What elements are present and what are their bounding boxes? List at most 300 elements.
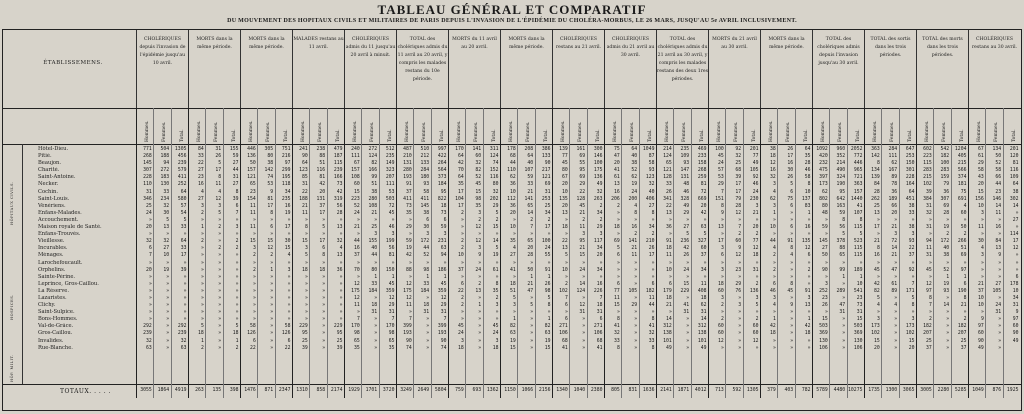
table-cell: 193 [403, 331, 412, 337]
table-cell: 154 [247, 196, 256, 202]
table-cell: 352 [836, 154, 846, 160]
table-cell: 399 [403, 324, 412, 330]
table-cell: 2 [963, 317, 967, 323]
table-cell: 6 [790, 225, 794, 231]
table-cell: 10 [163, 253, 170, 259]
table-cell: 102 [871, 331, 880, 337]
column-divider [379, 108, 380, 398]
table-cell: 11 [250, 210, 256, 216]
table-cell: 16 [804, 225, 811, 231]
table-cell: 28 [336, 210, 343, 216]
table-cell: 12 [475, 225, 482, 231]
table-cell: 146 [593, 154, 603, 160]
table-cell: 159 [940, 175, 950, 181]
table-cell: 36 [666, 225, 672, 231]
data-column [171, 146, 187, 384]
table-cell: 6 [443, 217, 447, 223]
table-cell: 20 [891, 210, 898, 216]
table-cell: 20 [146, 267, 152, 273]
column-sub-header-label: Hommes. [197, 120, 203, 142]
table-cell: » [894, 310, 898, 316]
total-cell: 2174 [330, 388, 343, 393]
table-cell: 8 [616, 317, 620, 323]
table-cell: 35 [458, 182, 464, 188]
table-cell: » [478, 338, 482, 344]
table-cell: » [200, 281, 204, 287]
table-cell: 5 [790, 182, 794, 188]
column-divider [396, 108, 397, 398]
column-sub-header-label: Total. [595, 129, 601, 142]
table-cell: 17 [458, 203, 464, 209]
table-cell: » [928, 274, 932, 280]
table-cell: » [842, 260, 846, 266]
data-column [292, 146, 308, 384]
column-sub-header-label: Hommes. [613, 120, 619, 142]
table-cell: 4 [287, 253, 291, 259]
table-cell: » [946, 295, 950, 301]
table-cell: 5 [616, 246, 620, 252]
table-cell: » [772, 338, 776, 344]
table-cell: » [842, 338, 846, 344]
table-cell: » [686, 260, 690, 266]
table-cell: 15 [908, 338, 915, 344]
table-cell: » [304, 281, 308, 287]
table-cell: 11 [250, 225, 256, 231]
table-cell: 18 [232, 331, 239, 337]
column-divider [257, 108, 258, 398]
total-cell: 379 [767, 388, 776, 393]
table-cell: » [772, 260, 776, 266]
table-cell: 29 [683, 210, 690, 216]
table-cell: » [235, 232, 239, 238]
table-cell: 16 [198, 182, 204, 188]
table-cell: » [148, 274, 152, 280]
table-cell: 31 [146, 189, 152, 195]
table-cell: 77 [562, 154, 568, 160]
table-cell: 1 [807, 210, 811, 216]
table-cell: » [339, 295, 343, 301]
column-group-header: TOTAL des sortis dans les trois périodes. [864, 30, 916, 108]
table-cell: » [270, 310, 274, 316]
table-cell: » [426, 324, 430, 330]
table-cell: 201 [749, 147, 759, 152]
table-cell: » [235, 303, 239, 309]
column-sub-header-label: Hommes. [717, 120, 723, 142]
table-cell: 15 [492, 225, 499, 231]
table-cell: » [582, 274, 586, 280]
table-cell: » [270, 317, 274, 323]
table-cell: 32 [146, 338, 152, 344]
table-cell: 5 [530, 303, 534, 309]
table-cell: 252 [819, 288, 828, 294]
table-cell: 58 [423, 189, 430, 195]
table-cell: 60 [752, 331, 759, 337]
data-column [535, 146, 551, 384]
table-cell: » [1015, 260, 1019, 266]
table-cell: 88 [406, 267, 412, 273]
table-cell: 6 [287, 338, 291, 344]
column-divider [205, 108, 206, 398]
data-column [656, 146, 672, 384]
table-cell: » [322, 303, 326, 309]
table-cell: 8 [842, 217, 846, 223]
table-cell: 31 [926, 253, 932, 259]
table-cell: » [322, 288, 326, 294]
table-cell: » [911, 260, 915, 266]
table-cell: 40 [527, 161, 534, 167]
table-cell: 179 [663, 288, 672, 294]
table-cell: » [356, 260, 360, 266]
table-cell: 78 [891, 182, 898, 188]
table-cell: 13 [666, 210, 672, 216]
table-cell: » [807, 274, 811, 280]
table-cell: 20 [596, 253, 603, 259]
total-cell: 4012 [694, 388, 707, 393]
table-cell: 5 [859, 232, 863, 238]
table-cell: 3 [218, 203, 222, 209]
table-cell: 236 [680, 239, 690, 245]
table-cell: 3 [460, 338, 464, 344]
data-column [448, 146, 464, 384]
table-cell: 184 [420, 288, 430, 294]
table-cell: » [304, 274, 308, 280]
column-sub-header [829, 108, 846, 144]
table-cell: » [772, 274, 776, 280]
table-cell: 81 [267, 196, 274, 202]
table-cell: 24 [995, 303, 1002, 309]
table-cell: 25 [926, 338, 932, 344]
table-cell: » [200, 267, 204, 273]
total-cell: 1310 [296, 388, 308, 393]
column-group-header: MORTS dans la même période. [500, 30, 552, 108]
table-cell: 312 [697, 324, 707, 330]
table-cell: 411 [403, 196, 412, 202]
table-cell: 133 [541, 154, 551, 160]
table-cell: 175 [351, 288, 360, 294]
table-cell: 6 [963, 281, 967, 287]
table-cell: 2 [599, 217, 603, 223]
table-cell: » [235, 310, 239, 316]
table-cell: » [166, 345, 170, 351]
table-cell: 31 [215, 147, 222, 152]
table-cell: » [252, 288, 256, 294]
table-cell: 79 [943, 182, 950, 188]
table-cell: 669 [697, 196, 707, 202]
table-cell: 91 [406, 182, 412, 188]
table-cell: 39 [926, 189, 932, 195]
table-cell: » [183, 295, 187, 301]
table-cell: » [755, 274, 759, 280]
table-cell: 46 [804, 168, 811, 174]
table-cell: 32 [180, 338, 187, 344]
column-sub-header [708, 108, 725, 144]
table-cell: 45 [787, 288, 794, 294]
data-column [916, 146, 932, 384]
table-cell: » [998, 260, 1002, 266]
table-cell: 235 [385, 154, 395, 160]
table-cell: » [876, 274, 880, 280]
table-cell: 16 [995, 225, 1002, 231]
table-cell: 210 [403, 154, 412, 160]
establishment-name: Accouchement. [38, 216, 79, 223]
table-cell: » [218, 345, 222, 351]
table-cell: 58 [995, 168, 1002, 174]
table-cell: 150 [905, 161, 915, 167]
table-cell: 8 [790, 281, 794, 287]
establishment-name: Cochin. [38, 188, 58, 195]
table-cell: 6 [322, 246, 326, 252]
column-sub-header [275, 108, 292, 144]
table-cell: » [911, 217, 915, 223]
table-cell: 1 [391, 274, 395, 280]
table-cell: 3 [824, 281, 828, 287]
table-cell: 1 [530, 274, 534, 280]
table-cell: 66 [891, 203, 898, 209]
table-cell: 69 [614, 239, 620, 245]
table-cell: » [824, 232, 828, 238]
table-cell: 74 [492, 161, 499, 167]
table-cell: 32 [146, 239, 152, 245]
table-cell: 45 [458, 324, 464, 330]
table-cell: 63 [700, 225, 707, 231]
table-cell: 10 [978, 303, 984, 309]
column-sub-header-label: Hommes. [405, 120, 411, 142]
table-cell: 20 [908, 345, 915, 351]
table-cell: 102 [905, 331, 915, 337]
table-cell: 202 [489, 196, 499, 202]
table-cell: 45 [475, 182, 482, 188]
table-cell: 37 [700, 253, 707, 259]
table-cell: 193 [403, 175, 412, 181]
table-cell: » [252, 217, 256, 223]
column-group-header: CHOLÉRIQUES admis du 21 avril au 30 avril. [604, 30, 656, 108]
table-cell: » [200, 317, 204, 323]
table-cell: » [686, 345, 690, 351]
table-cell: 2 [564, 281, 568, 287]
table-cell: 31 [856, 310, 863, 316]
column-sub-header-label: Hommes. [145, 120, 151, 142]
table-cell: 6 [616, 281, 620, 287]
table-cell: 1204 [954, 147, 967, 152]
table-cell: 7 [235, 210, 239, 216]
table-cell: » [287, 295, 291, 301]
table-cell: 6 [616, 253, 620, 259]
column-sub-header [223, 108, 240, 144]
total-cell: 5804 [434, 388, 447, 393]
column-sub-header [864, 108, 881, 144]
table-cell: » [304, 317, 308, 323]
column-sub-header-label: Total. [907, 129, 913, 142]
column-divider [309, 108, 310, 398]
table-cell: 3 [252, 246, 256, 252]
table-cell: 23 [856, 295, 863, 301]
establishment-name: La Réserve. [38, 287, 70, 294]
table-cell: 34 [596, 210, 603, 216]
total-cell: 2280 [937, 388, 950, 393]
table-cell: 141 [628, 239, 638, 245]
table-cell: 12 [475, 239, 482, 245]
total-cell: 1049 [972, 388, 984, 393]
table-cell: » [252, 232, 256, 238]
table-cell: 93 [908, 239, 915, 245]
data-column [881, 146, 897, 384]
table-cell: 31 [579, 310, 586, 316]
data-column [968, 146, 984, 384]
column-divider [795, 108, 796, 398]
table-cell: » [166, 324, 170, 330]
table-cell: 10 [510, 225, 516, 231]
table-cell: 21 [527, 189, 534, 195]
table-cell: » [235, 288, 239, 294]
table-cell: 212 [420, 154, 430, 160]
table-cell: 45 [579, 203, 586, 209]
table-cell: » [322, 295, 326, 301]
table-cell: » [270, 331, 274, 337]
table-cell: 369 [819, 331, 828, 337]
table-cell: 38 [908, 203, 915, 209]
table-cell: 58 [978, 168, 984, 174]
column-sub-header [621, 108, 638, 144]
table-cell: 35 [354, 345, 360, 351]
table-cell: 446 [853, 161, 863, 167]
column-divider [985, 108, 986, 398]
column-divider [136, 108, 137, 398]
table-cell: 503 [853, 324, 863, 330]
table-cell: » [339, 310, 343, 316]
table-cell: 95 [579, 168, 586, 174]
table-cell: 45 [562, 161, 568, 167]
table-cell: » [200, 217, 204, 223]
table-cell: 228 [905, 175, 915, 181]
table-cell: » [339, 317, 343, 323]
table-cell: » [720, 274, 724, 280]
table-cell: » [738, 331, 742, 337]
table-cell: 2 [495, 217, 499, 223]
data-column [188, 146, 204, 384]
table-cell: 3 [772, 182, 776, 188]
table-cell: 24 [475, 267, 482, 273]
table-cell: 451 [905, 196, 915, 202]
column-divider [777, 108, 778, 398]
table-cell: 37 [354, 253, 360, 259]
table-cell: 80 [822, 203, 828, 209]
table-cell: » [790, 260, 794, 266]
table-cell: 136 [247, 154, 256, 160]
table-cell: » [738, 345, 742, 351]
table-cell: 62 [510, 175, 516, 181]
table-cell: 15 [978, 189, 984, 195]
column-sub-header [951, 108, 968, 144]
table-cell: 346 [143, 196, 152, 202]
table-cell: » [599, 260, 603, 266]
table-cell: 5 [495, 210, 499, 216]
table-cell: 170 [385, 324, 395, 330]
table-cell: 32 [735, 154, 742, 160]
table-cell: 34 [700, 267, 707, 273]
table-cell: 8 [651, 210, 655, 216]
table-cell: » [547, 310, 551, 316]
table-cell: 10 [856, 281, 863, 287]
establishment-name: Bons-Hommes. [38, 316, 78, 323]
column-sub-header [639, 108, 656, 144]
table-cell: 32 [492, 189, 499, 195]
table-cell: 126 [281, 331, 291, 337]
table-cell: » [304, 260, 308, 266]
table-cell: 199 [385, 239, 395, 245]
table-cell: 503 [819, 324, 828, 330]
table-cell: 5 [183, 217, 187, 223]
table-cell: 11 [215, 182, 222, 188]
table-cell: » [946, 310, 950, 316]
table-cell: » [1015, 210, 1019, 216]
column-sub-header [569, 108, 586, 144]
table-cell: » [564, 310, 568, 316]
column-sub-header [500, 108, 517, 144]
table-cell: 41 [614, 324, 620, 330]
table-cell: 3 [772, 203, 776, 209]
table-cell: 114 [1009, 232, 1019, 238]
table-cell: 239 [177, 161, 187, 167]
table-cell: 39 [302, 345, 308, 351]
table-cell: 7 [356, 317, 360, 323]
table-cell: 44 [995, 182, 1002, 188]
table-cell: 30 [423, 225, 430, 231]
table-cell: 38 [770, 147, 776, 152]
column-sub-header [760, 108, 777, 144]
column-divider [743, 108, 744, 398]
column-divider [760, 108, 761, 398]
table-cell: 62 [700, 303, 707, 309]
table-cell: 8 [218, 175, 222, 181]
column-divider [569, 108, 570, 398]
table-cell: » [790, 345, 794, 351]
table-cell: 30 [787, 168, 794, 174]
table-cell: 90 [406, 338, 412, 344]
table-cell: 45 [874, 267, 880, 273]
table-cell: 46 [388, 225, 395, 231]
table-cell: » [928, 260, 932, 266]
table-cell: 25 [960, 338, 967, 344]
table-cell: 6 [772, 281, 776, 287]
table-cell: » [738, 260, 742, 266]
document-title: TABLEAU GÉNÉRAL ET COMPARATIF [377, 2, 647, 17]
table-cell: 26 [683, 253, 690, 259]
column-divider [500, 108, 501, 398]
table-cell: 1049 [642, 147, 655, 152]
table-cell: » [703, 274, 707, 280]
table-cell: 187 [333, 154, 343, 160]
table-cell: 91 [787, 239, 794, 245]
table-cell: 5 [495, 246, 499, 252]
total-cell: 403 [784, 388, 794, 393]
column-sub-header-label: Hommes. [509, 120, 515, 142]
table-cell: 564 [437, 168, 447, 174]
table-cell: 115 [853, 253, 863, 259]
table-cell: 5 [322, 225, 326, 231]
table-cell: 60 [718, 324, 724, 330]
column-group-header: MORTS dans la même période. [240, 30, 292, 108]
table-cell: » [564, 217, 568, 223]
table-cell: 2 [235, 239, 239, 245]
column-sub-header-label: Total. [387, 129, 393, 142]
table-cell: 65 [354, 338, 360, 344]
table-cell: 2 [963, 232, 967, 238]
table-cell: 84 [995, 239, 1002, 245]
table-cell: 3 [200, 203, 204, 209]
table-cell: 70 [354, 267, 360, 273]
totals-label: TOTAUX. . . . . [60, 388, 111, 395]
table-cell: 24 [579, 267, 586, 273]
